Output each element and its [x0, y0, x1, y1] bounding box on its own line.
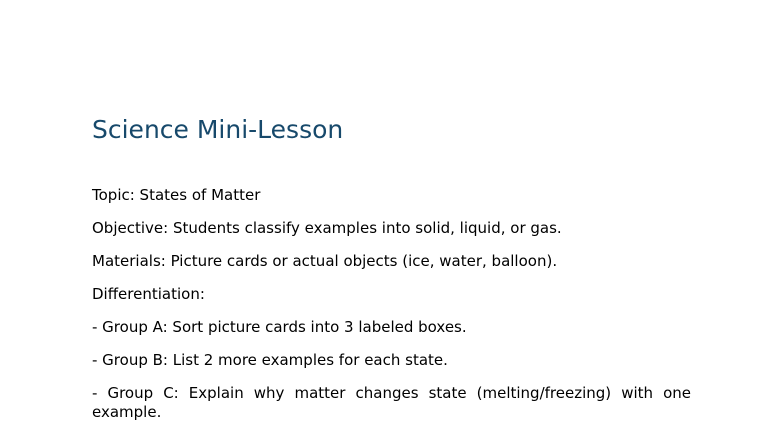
group-a-line: - Group A: Sort picture cards into 3 labeled boxes. [92, 318, 467, 336]
slide-title: Science Mini-Lesson [92, 115, 344, 144]
topic-line: Topic: States of Matter [92, 186, 261, 204]
slide-body [92, 186, 691, 422]
differentiation-heading: Differentiation: [92, 285, 205, 303]
group-c-line: - Group C: Explain why matter changes state (melting/freezing) with one example. [92, 384, 691, 421]
materials-line: Materials: Picture cards or actual objects (ice, water, balloon). [92, 252, 558, 270]
group-b-line: - Group B: List 2 more examples for each state. [92, 351, 448, 369]
objective-line: Objective: Students classify examples into solid, liquid, or gas. [92, 219, 562, 237]
